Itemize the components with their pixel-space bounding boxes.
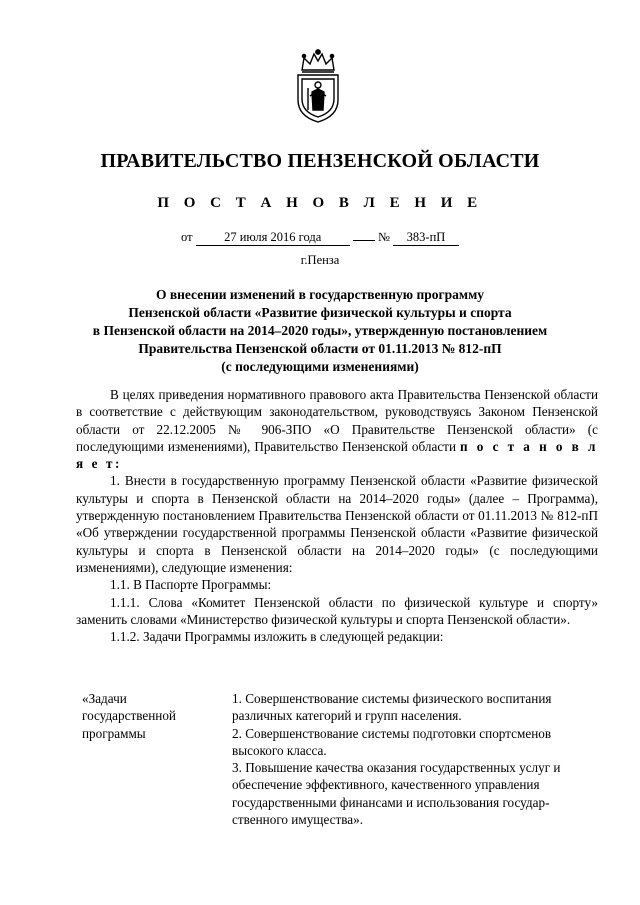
heading-line: (с последующими изменениями) [221,359,419,374]
preamble-text: В целях приведения нормативного правового акта Правительства Пензенской области в соответствие с действующим законодательством, руководствуясь Законом Пензенской области от 22.12.2005 № 906-ЗПО «О Правительстве Пензенской области» (с последующими изменениями), Правительство Пензенской области [76,387,598,454]
date-prefix: от [181,230,193,244]
program-tasks-table [76,690,604,828]
heading-line: в Пензенской области на 2014–2020 годы», утвержденную постановлением [92,323,548,338]
table-label-line: «Задачи [82,691,127,706]
document-date: 27 июля 2016 года [196,230,350,246]
date-number-line [0,230,640,246]
task-item: 2. Совершенствование системы подготовки спортсменов высокого класса. [232,725,552,758]
paragraph-1-1-1: 1.1.1. Слова «Комитет Пензенской области по физической культуре и спорту» заменить словами «Министерство физической культуры и спорта Пензенской области». [76,594,598,627]
document-type: П О С Т А Н О В Л Е Н И Е [157,195,483,211]
paragraph-1: 1. Внести в государственную программу Пензенской области «Развитие физической культуры и спорта в Пензенской области на 2014–2020 годы» (далее – Программа), утвержденную постановлением Правительства Пензенской области от 01.11.2013 № 812-пП «Об утверждении государственной программы Пензенской области «Развитие физической культуры и спорта в Пензенской области на 2014–2020 годы» (с последующими изменениями), следующие изменения: [76,473,598,575]
heading-line: Правительства Пензенской области от 01.11.2013 № 812-пП [138,341,502,356]
table-label-line: государственной [82,708,176,724]
paragraph-1-1: 1.1. В Паспорте Программы: [110,577,272,593]
date-underline-gap [353,240,375,241]
city: г.Пенза [300,253,340,267]
paragraph-1-1-2: 1.1.2. Задачи Программы изложить в следующей редакции: [110,629,444,645]
resolution-heading [70,286,570,376]
table-label-cell [76,690,232,828]
table-label-line: программы [82,725,146,741]
task-item: 1. Совершенствование системы физического воспитания различных категорий и групп населения. [232,691,552,724]
heading-line: О внесении изменений в государственную программу [155,287,485,302]
preamble-paragraph [76,386,598,472]
number-sign: № [377,230,390,244]
task-item: 3. Повышение качества оказания государственных услуг и обеспечение эффективного, качественного управления государственными финансами и использования государ-ственного имущества». [232,760,561,828]
penza-coat-of-arms-icon [290,48,346,124]
document-body [76,386,598,645]
government-title: ПРАВИТЕЛЬСТВО ПЕНЗЕНСКОЙ ОБЛАСТИ [100,150,540,172]
table-tasks-cell [232,690,604,828]
resolves-word: п о с т а н о в л я е т: [76,438,599,472]
document-number: 383-пП [393,230,459,246]
heading-line: Пензенской области «Развитие физической культуры и спорта [128,305,512,320]
